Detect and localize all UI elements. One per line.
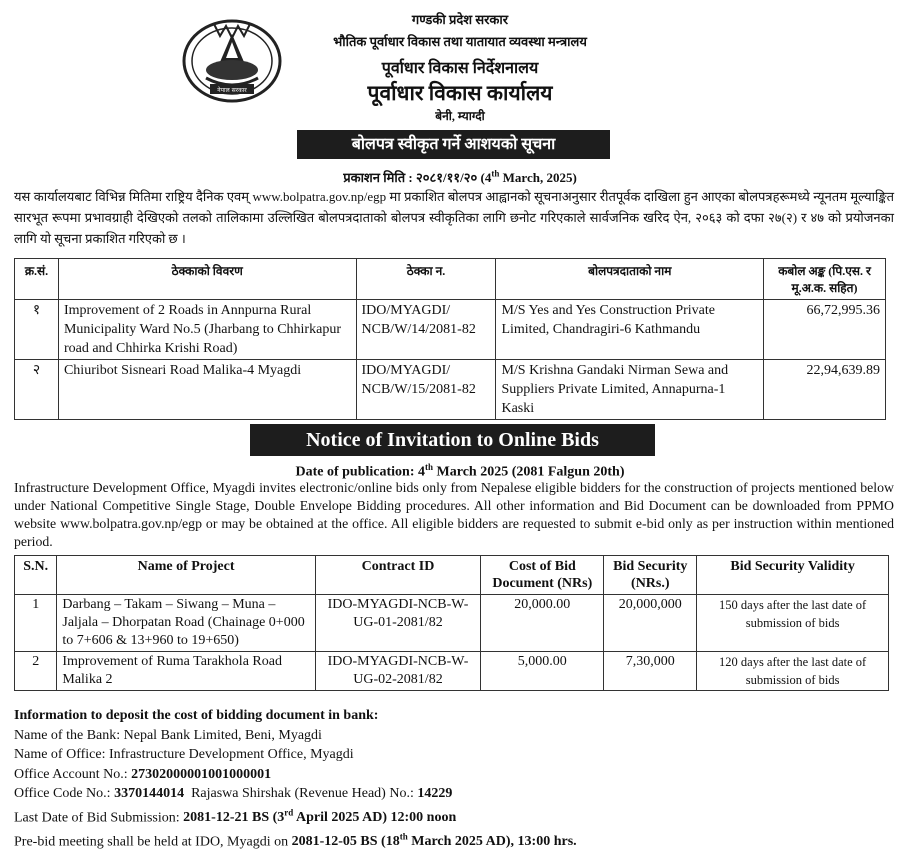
office-code: Office Code No.: 3370144014 Rajaswa Shirshak (Revenue Head) No.: 14229 [14, 786, 453, 801]
invitation-banner: Notice of Invitation to Online Bids [250, 424, 655, 456]
table-row: २ Chiuribot Sisneari Road Malika-4 Myagdi IDO/MYAGDI/ NCB/W/15/2081-82 M/S Krishna Gandaki Nirman Sewa and Suppliers Private Limited, Annapurna-1 Kaski 22,94,639.89 [15, 360, 886, 420]
ministry-title: भौतिक पूर्वाधार विकास तथा यातायात व्यवस्था मन्त्रालय [333, 34, 587, 49]
prebid-meeting: Pre-bid meeting shall be held at IDO, Myagdi on 2081-12-05 BS (18th March 2025 AD), 13:00 hrs. [14, 831, 577, 850]
intent-table [14, 258, 886, 420]
office-location: बेनी, म्याग्दी [435, 109, 485, 123]
intent-notice-banner: बोलपत्र स्वीकृत गर्ने आशयको सूचना [297, 130, 610, 159]
bank-name: Name of the Bank: Nepal Bank Limited, Beni, Myagdi [14, 727, 322, 743]
invitation-paragraph: Infrastructure Development Office, Myagdi invites electronic/online bids only from Nepalese eligible bidders for the construction of projects mentioned below under National Competitive Single Stage, Double Envelope Bidding procedures. All other information and Bid Document can be downloaded from PPMO website www.bolpatra.gov.np/egp or may be obtained at the office. All eligible bidders are requested to submit e-bid only as per instruction within mentioned period. [14, 480, 894, 549]
directorate-title: पूर्वाधार विकास निर्देशनालय [381, 60, 539, 77]
table-row: 2 Improvement of Ruma Tarakhola Road Malika 2 IDO-MYAGDI-NCB-W-UG-02-2081/82 5,000.00 7,30,000 120 days after the last date of submission of bids [15, 652, 889, 691]
invitation-publication-date: Date of publication: 4th March 2025 (2081 Falgun 20th) [295, 462, 625, 480]
office-title: पूर्वाधार विकास कार्यालय [367, 81, 553, 105]
bank-info-heading: Information to deposit the cost of bidding document in bank: [14, 708, 379, 723]
intent-publication-date: प्रकाशन मिति : २०८१/११/२० (4th March, 2025) [343, 168, 577, 185]
bank-info [14, 706, 894, 852]
table-row: 1 Darbang – Takam – Siwang – Muna – Jaljala – Dhorpatan Road (Chainage 0+000 to 7+606 & 13+960 to 19+650) IDO-MYAGDI-NCB-W-UG-01-2081/82 20,000.00 20,000,000 150 days after the last date of submission of bids [15, 595, 889, 652]
table-row: १ Improvement of 2 Roads in Annpurna Rural Municipality Ward No.5 (Jharbang to Chhirkapur road and Chhirka Krishi Road) IDO/MYAGDI/ NCB/W/14/2081-82 M/S Yes and Yes Construction Private Limited, Chandragiri-6 Kathmandu 66,72,995.36 [15, 300, 886, 360]
government-title: गण्डकी प्रदेश सरकार [411, 12, 509, 27]
bids-table [14, 555, 889, 691]
intent-table-header: क्र.सं. ठेक्काको विवरण ठेक्का न. बोलपत्रदाताको नाम कबोल अङ्क (पि.एस. र मू.अ.क. सहित) [15, 259, 886, 300]
office-account: Office Account No.: 27302000001001000001 [14, 766, 272, 782]
bids-table-header: S.N. Name of Project Contract ID Cost of Bid Document (NRs) Bid Security (NRs.) Bid Security Validity [15, 556, 889, 595]
svg-text:नेपाल सरकार: नेपाल सरकार [217, 87, 247, 94]
office-name: Name of Office: Infrastructure Development Office, Myagdi [14, 747, 354, 762]
intent-paragraph: यस कार्यालयबाट विभिन्न मितिमा राष्ट्रिय दैनिक एवम् www.bolpatra.gov.np/egp मा प्रकाशित बोलपत्र आह्वानको सूचनाअनुसार रीतपूर्वक दाखिला हुन आएका बोलपत्रहरूमध्ये न्यूनतम मूल्याङ्कित सारभूत रूपमा प्रभावग्राही देखिएको तलको तालिकामा उल्लिखित बोलपत्रदाताको बोलपत्र स्वीकृतिका लागि छनोट गरिएकाले सार्वजनिक खरिद ऐन, २०६३ को दफा २७(२) र ४७ को प्रयोजनका लागि यो सूचना प्रकाशित गरिएको छ । [14, 189, 894, 246]
bid-deadline: Last Date of Bid Submission: 2081-12-21 BS (3rd April 2025 AD) 12:00 noon [14, 807, 457, 826]
